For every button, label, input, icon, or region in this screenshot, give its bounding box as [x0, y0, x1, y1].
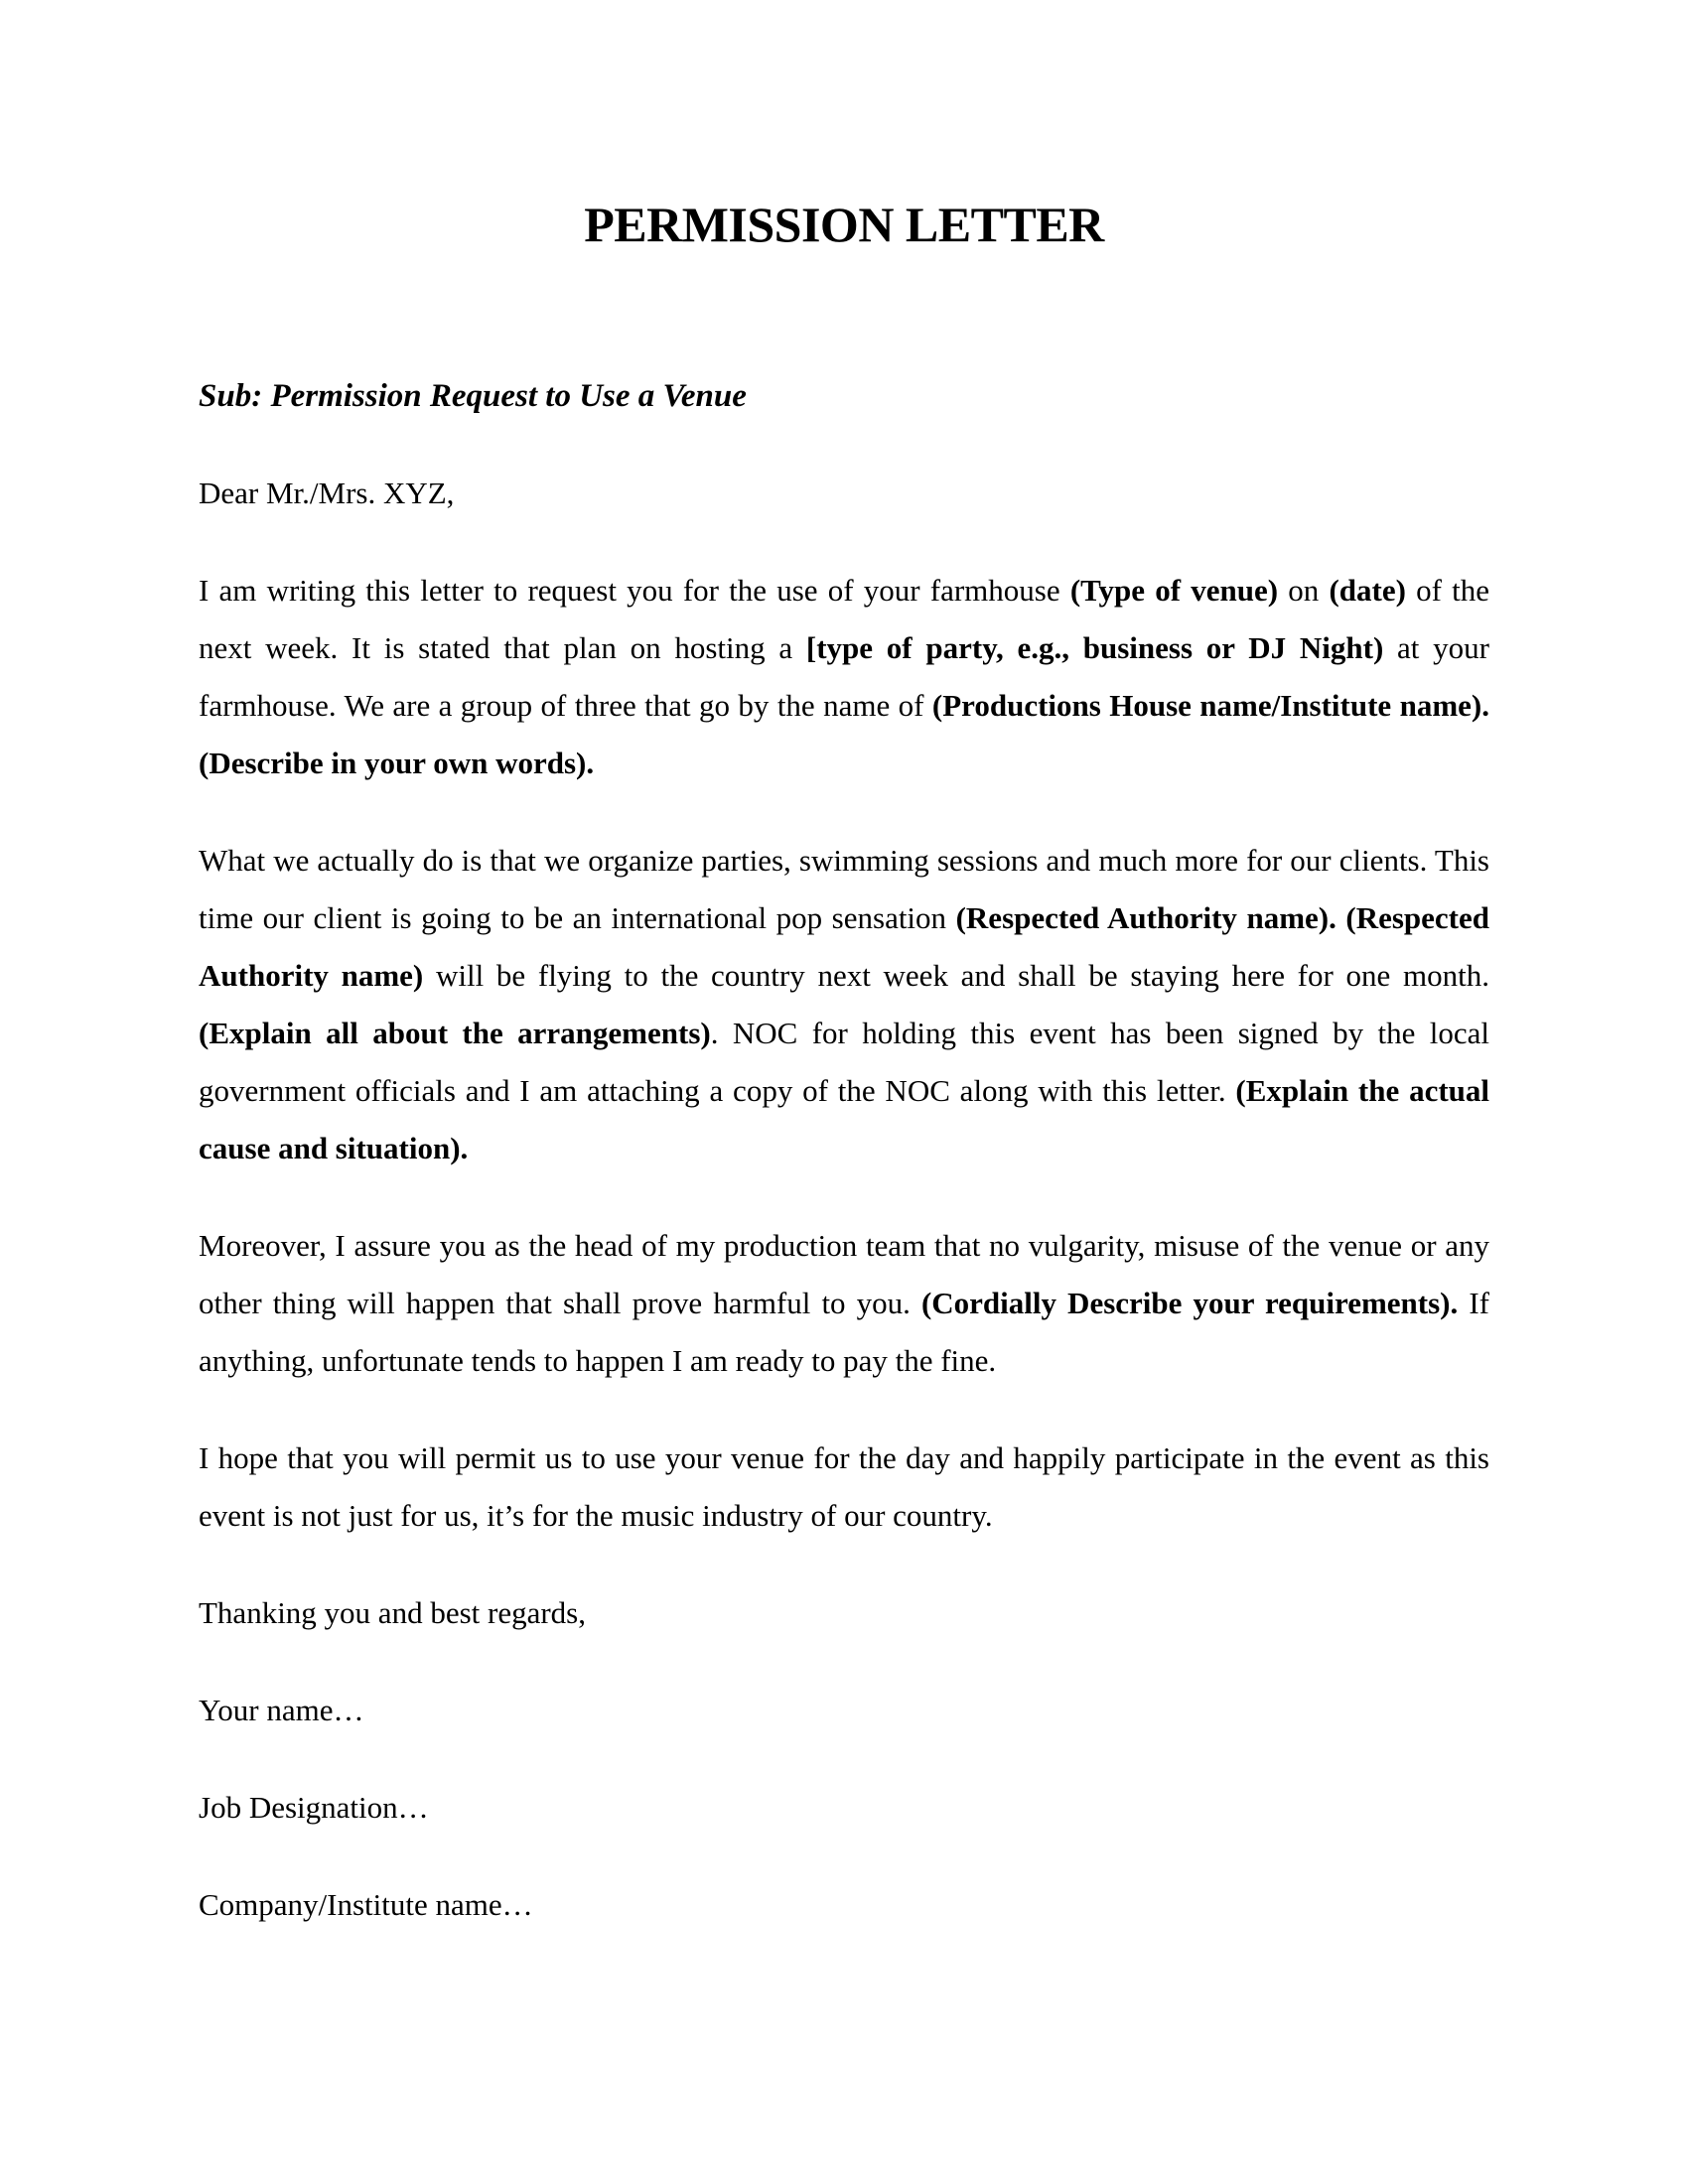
text-run: on	[1278, 573, 1330, 608]
placeholder-text-run: (date)	[1329, 573, 1406, 608]
text-run: will be flying to the country next week and shall be staying here for one month.	[423, 958, 1489, 993]
greeting: Dear Mr./Mrs. XYZ,	[199, 476, 455, 510]
text-run: of the next week. It is stated that plan on hosting a	[199, 573, 1489, 665]
letter-body	[199, 562, 1489, 1545]
closing-line: Thanking you and best regards,	[199, 1595, 586, 1630]
paragraph	[199, 832, 1489, 1177]
placeholder-text-run: (Explain the actual cause and situation).	[199, 1073, 1490, 1165]
text-run: at your farmhouse. We are a group of three that go by the name of	[199, 630, 1490, 723]
text-run: I am writing this letter to request you for the use of your farmhouse	[199, 573, 1070, 608]
placeholder-text-run: (Cordially Describe your requirements).	[920, 1286, 1459, 1320]
placeholder-text-run: (Type of venue)	[1069, 573, 1279, 608]
paragraph	[199, 1430, 1489, 1545]
letter-closing	[199, 1584, 1489, 1934]
closing-line: Company/Institute name…	[199, 1887, 533, 1922]
text-run: Moreover, I assure you as the head of my production team that no vulgarity, misuse of the venue or any other thing will happen that shall prove harmful to you.	[199, 1228, 1489, 1320]
placeholder-text-run: (Productions House name/Institute name). (Describe in your own words).	[199, 688, 1489, 780]
paragraph	[199, 1217, 1489, 1390]
text-run: What we actually do is that we organize parties, swimming sessions and much more for our clients. This time our client is going to be an international pop sensation	[199, 843, 1489, 935]
text-run: . NOC for holding this event has been signed by the local government officials and I am attaching a copy of the NOC along with this letter.	[199, 1016, 1489, 1108]
text-run: I hope that you will permit us to use your venue for the day and happily participate in the event as this event is not just for us, it’s for the music industry of our country.	[199, 1440, 1489, 1533]
placeholder-text-run: (Explain all about the arrangements)	[199, 1016, 711, 1050]
placeholder-text-run: (Respected Authority name). (Respected Authority name)	[199, 900, 1489, 993]
closing-line: Your name…	[199, 1693, 364, 1727]
page-title: PERMISSION LETTER	[584, 197, 1104, 252]
text-run: If anything, unfortunate tends to happen I am ready to pay the fine.	[199, 1286, 1489, 1378]
subject-line: Sub: Permission Request to Use a Venue	[199, 378, 747, 414]
paragraph	[199, 562, 1489, 792]
closing-line: Job Designation…	[199, 1790, 429, 1825]
placeholder-text-run: [type of party, e.g., business or DJ Night)	[805, 630, 1384, 665]
